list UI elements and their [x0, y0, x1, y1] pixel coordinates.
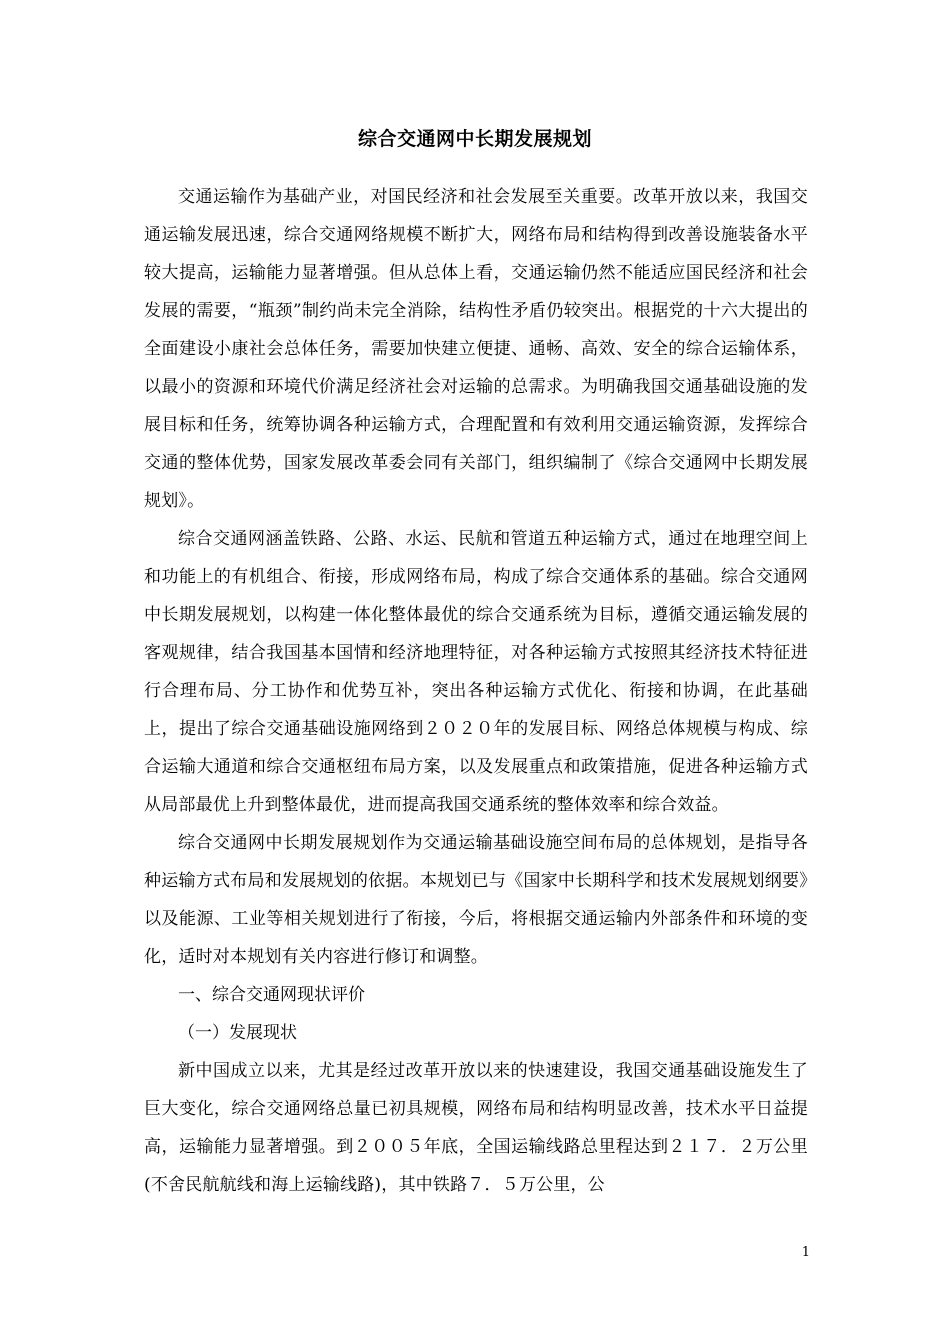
document-title: 综合交通网中长期发展规划 [357, 128, 592, 150]
intro-paragraph-2: 综合交通网涵盖铁路、公路、水运、民航和管道五种运输方式，通过在地理空间上和功能上的有机组合、衔接，形成网络布局，构成了综合交通体系的基础。综合交通网中长期发展规划，以构建一体化整体最优的综合交通系统为目标，遵循交通运输发展的客观规律，结合我国基本国情和经济地理特征，对各种运输方式按照其经济技术特征进行合理布局、分工协作和优势互补，突出各种运输方式优化、衔接和协调，在此基础上，提出了综合交通基础设施网络到２０２０年的发展目标、网络总体规模与构成、综合运输大通道和综合交通枢纽布局方案，以及发展重点和政策措施，促进各种运输方式从局部最优上升到整体最优，进而提高我国交通系统的整体效率和综合效益。 [144, 529, 808, 815]
document-body [144, 178, 808, 1204]
section-heading: 一、综合交通网现状评价 [178, 985, 365, 1005]
status-paragraph: 新中国成立以来，尤其是经过改革开放以来的快速建设，我国交通基础设施发生了巨大变化，综合交通网络总量已初具规模，网络布局和结构明显改善，技术水平日益提高，运输能力显著增强。到２００５年底，全国运输线路总里程达到２１７．２万公里(不舍民航航线和海上运输线路)，其中铁路７．５万公里，公 [144, 1061, 808, 1195]
intro-paragraph-1: 交通运输作为基础产业，对国民经济和社会发展至关重要。改革开放以来，我国交通运输发展迅速，综合交通网络规模不断扩大，网络布局和结构得到改善设施装备水平较大提高，运输能力显著增强。但从总体上看，交通运输仍然不能适应国民经济和社会发展的需要，“瓶颈”制约尚未完全消除，结构性矛盾仍较突出。根据党的十六大提出的全面建设小康社会总体任务，需要加快建立便捷、通畅、高效、安全的综合运输体系，以最小的资源和环境代价满足经济社会对运输的总需求。为明确我国交通基础设施的发展目标和任务，统筹协调各种运输方式，合理配置和有效利用交通运输资源，发挥综合交通的整体优势，国家发展改革委会同有关部门，组织编制了《综合交通网中长期发展规划》。 [144, 187, 808, 511]
intro-paragraph-3: 综合交通网中长期发展规划作为交通运输基础设施空间布局的总体规划，是指导各种运输方式布局和发展规划的依据。本规划已与《国家中长期科学和技术发展规划纲要》以及能源、工业等相关规划进行了衔接，今后，将根据交通运输内外部条件和环境的变化，适时对本规划有关内容进行修订和调整。 [144, 833, 808, 967]
subsection-heading: （一）发展现状 [178, 1023, 297, 1043]
page-number: 1 [801, 1245, 810, 1260]
